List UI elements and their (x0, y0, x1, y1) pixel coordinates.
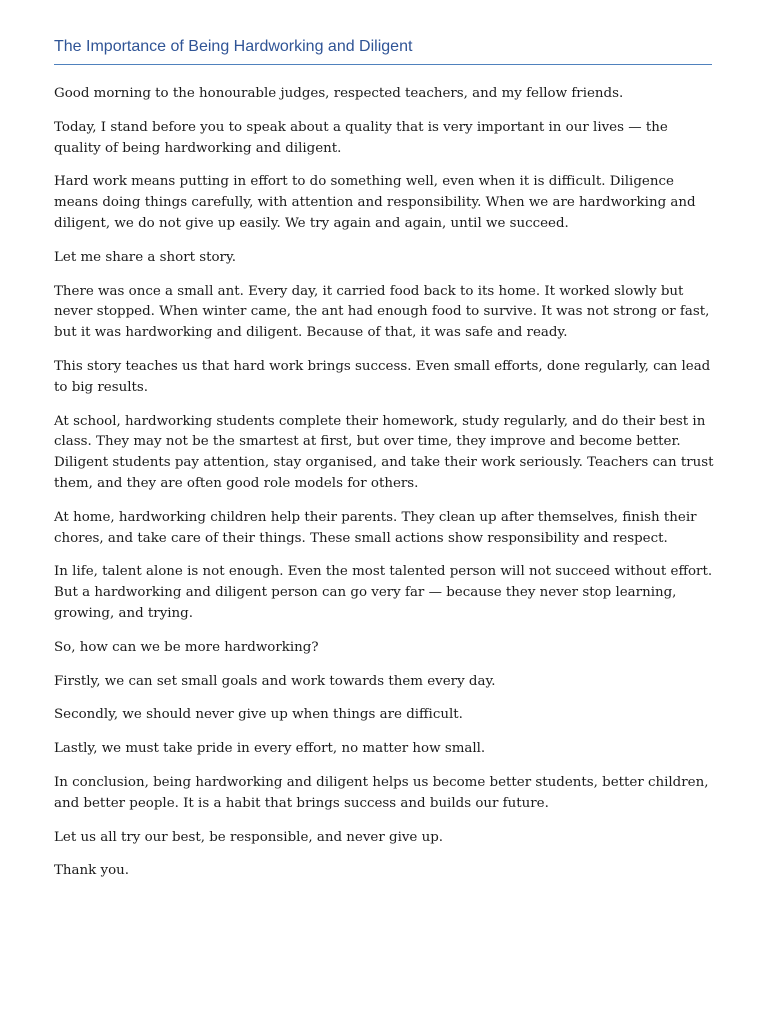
paragraph-story-intro: Let me share a short story. (54, 249, 236, 265)
paragraph-secondly: Secondly, we should never give up when things are difficult. (54, 707, 463, 723)
paragraph-school: At school, hardworking students complete their homework, study regularly, and do their best in class. They may not be the smartest at first, but over time, they improve and become better. Diligent students pay attention, stay organised, and take their work seriously. Teachers can trust them, and they are often good role models for others. (54, 413, 714, 491)
paragraph-life: In life, talent alone is not enough. Even the most talented person will not succeed without effort. But a hardworking and diligent person can go very far — because they never stop learning, growing, and trying. (54, 564, 713, 621)
paragraph-greeting: Good morning to the honourable judges, respected teachers, and my fellow friends. (54, 86, 624, 101)
paragraph-story-lesson: This story teaches us that hard work brings success. Even small efforts, done regularly, can lead to big results. (54, 358, 711, 395)
paragraph-call-to-action: Let us all try our best, be responsible, and never give up. (54, 829, 444, 845)
paragraph-lastly: Lastly, we must take pride in every effort, no matter how small. (54, 741, 486, 757)
title-underline (54, 64, 712, 65)
paragraph-thanks: Thank you. (54, 863, 130, 879)
paragraph-definition: Hard work means putting in effort to do something well, even when it is difficult. Diligence means doing things carefully, with attention and responsibility. When we are hardworking and diligent, we do not give up easily. We try again and again, until we succeed. (54, 174, 696, 231)
paragraph-ant-story: There was once a small ant. Every day, it carried food back to its home. It worked slowly but never stopped. When winter came, the ant had enough food to survive. It was not strong or fast, but it was hardworking and diligent. Because of that, it was safe and ready. (54, 283, 710, 341)
document-title: The Importance of Being Hardworking and Diligent (54, 38, 413, 55)
paragraph-question: So, how can we be more hardworking? (54, 639, 319, 655)
document-body (54, 84, 714, 895)
paragraph-home: At home, hardworking children help their parents. They clean up after themselves, finish their chores, and take care of their things. These small actions show responsibility and respect. (54, 509, 697, 546)
paragraph-conclusion: In conclusion, being hardworking and diligent helps us become better students, better children, and better people. It is a habit that brings success and builds our future. (54, 774, 709, 811)
paragraph-firstly: Firstly, we can set small goals and work towards them every day. (54, 673, 496, 689)
paragraph-introduction: Today, I stand before you to speak about a quality that is very important in our lives — the quality of being hardworking and diligent. (54, 119, 668, 156)
